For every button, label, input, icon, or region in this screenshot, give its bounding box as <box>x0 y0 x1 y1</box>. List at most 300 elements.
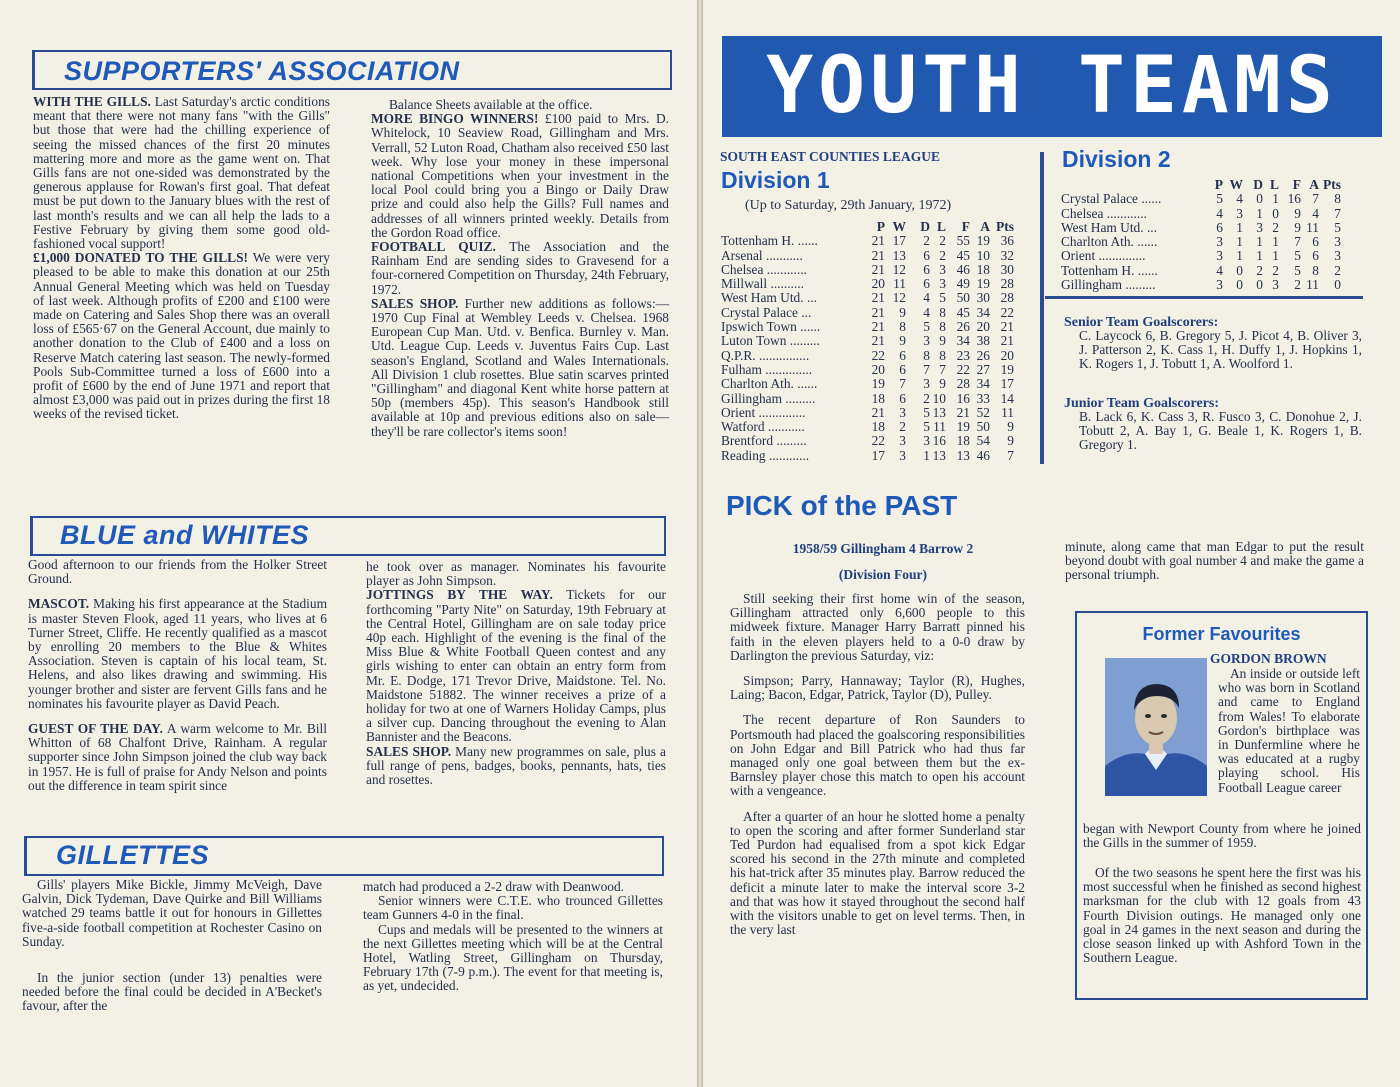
para-text: Gills' players Mike Bickle, Jimmy McVeigh, Dave Galvin, Dick Tydeman, Dave Quirke and Bill Williams watched 29 teams battle it out for honours in Gillettes five-a-side football competition at Rochester Casino on Sunday. <box>22 877 322 949</box>
table-cell: 4 <box>1236 191 1243 207</box>
gillettes-para-1 <box>22 878 322 949</box>
table-row <box>721 291 1014 305</box>
table-cell: 5 <box>1294 262 1301 278</box>
table-cell: 9 <box>939 333 946 349</box>
sales-shop-para <box>371 297 669 439</box>
blue-whites-heading: BLUE and WHITES <box>60 520 309 550</box>
table-cell: 1 <box>923 447 930 463</box>
table-cell: 2 <box>1272 262 1279 278</box>
para-text: We were very pleased to be able to make this donation at our 25th Annual General Meeting which was held on Tuesday of last week. Although profits of £200 and £100 were made on Catering and Sales Shop there was an overall loss of £565·67 on the General Account, due mainly to another donation to the Club of £400 and a loss on Reserve Match catering last season. The newly-formed Pools Sub-Committee turned a loss of £600 into a profit of £600 by the end of June 1971 and report that almost £3,000 was paid out in prizes during the first 18 weeks of the revised ticket. <box>33 250 330 422</box>
table-cell: 16 <box>1287 191 1301 207</box>
table-row <box>721 406 1014 420</box>
para-lead: JOTTINGS BY THE WAY. <box>366 587 553 603</box>
quiz-para <box>371 240 669 297</box>
youth-teams-banner <box>722 36 1382 137</box>
table-cell: 2 <box>1294 277 1301 293</box>
youth-teams-title: YOUTH TEAMS <box>766 41 1338 131</box>
table-cell: 8 <box>939 347 946 363</box>
table-cell: 13 <box>932 404 946 420</box>
team-name: West Ham Utd. ... <box>721 290 817 306</box>
col-header: P <box>876 219 885 234</box>
sales-shop-2-para <box>366 745 666 788</box>
table-cell: 8 <box>899 319 906 335</box>
table-cell: 2 <box>1272 219 1279 235</box>
para-text: Further new additions as follows:—1970 Cup Final at Wembley Leeds v. Chelsea. 1968 European Cup Man. Utd. v. Benfica. Burnley v. Man. Utd. League Cup. Leeds v. Juventus Fairs Cup. Last season's England, Scotland and Wales Internationals. All Division 1 club rosettes. Blue satin scarves printed "Gillingham" and diagonal Kent white horse pattern at 50p (members 45p). This season's Handbook still available at 10p and previous editions also on sale—they'll be rare collector's items soon! <box>371 295 669 439</box>
table-cell: 11 <box>1001 404 1014 420</box>
table-cell: 2 <box>1256 262 1263 278</box>
table-cell: 33 <box>976 390 990 406</box>
table-cell: 9 <box>1294 219 1301 235</box>
table-cell: 36 <box>1000 233 1014 249</box>
division-1-table <box>721 220 1014 463</box>
table-cell: 21 <box>871 404 885 420</box>
table-cell: 3 <box>923 433 930 449</box>
para-lead: WITH THE GILLS. <box>33 94 151 109</box>
team-name: Q.P.R. ............... <box>721 347 810 363</box>
player-photo <box>1105 658 1207 796</box>
table-cell: 1 <box>1272 234 1279 250</box>
table-cell: 1 <box>1272 248 1279 264</box>
division-1-rows <box>721 234 1014 463</box>
table-row <box>721 449 1014 463</box>
manager-para <box>366 560 666 588</box>
gillettes-para-5 <box>363 923 663 994</box>
table-cell: 13 <box>932 447 946 463</box>
table-header-row <box>1061 178 1341 192</box>
table-header-row <box>721 220 1014 234</box>
table-cell: 18 <box>871 390 885 406</box>
junior-scorers-heading: Junior Team Goalscorers: <box>1064 396 1220 411</box>
table-cell: 54 <box>976 433 990 449</box>
table-cell: 3 <box>939 276 946 292</box>
team-name: Tottenham H. ...... <box>1061 262 1158 278</box>
senior-scorers-heading: Senior Team Goalscorers: <box>1064 315 1219 330</box>
pick-col2: minute, along came that man Edgar to put the result beyond doubt with goal number 4 and make the game a personal triumph. <box>1065 539 1364 583</box>
table-cell: 19 <box>956 419 970 435</box>
table-cell: 14 <box>1000 390 1014 406</box>
table-cell: 12 <box>892 261 906 277</box>
team-name: Tottenham H. ...... <box>721 233 818 249</box>
para-lead: GUEST OF THE DAY. <box>28 721 163 737</box>
former-favourites-heading: Former Favourites <box>1142 624 1301 644</box>
team-name: Charlton Ath. ...... <box>1061 234 1158 250</box>
table-row <box>721 320 1014 334</box>
team-name: Ipswich Town ...... <box>721 319 821 335</box>
table-cell: 7 <box>899 376 906 392</box>
table-cell: 6 <box>899 390 906 406</box>
table-cell: 1 <box>1236 248 1243 264</box>
team-name: Reading ............ <box>721 447 810 463</box>
table-cell: 50 <box>956 290 970 306</box>
table-cell: 18 <box>976 261 990 277</box>
team-name: Brentford ......... <box>721 433 807 449</box>
team-header <box>1061 178 1211 192</box>
division-1-heading: Division 1 <box>721 167 830 193</box>
table-cell: 7 <box>923 361 930 377</box>
table-cell: 28 <box>956 376 970 392</box>
table-cell: 5 <box>923 419 930 435</box>
table-row <box>721 349 1014 363</box>
para-text: £100 paid to Mrs. D. Whitelock, 10 Seaview Road, Gillingham and Mrs. Verrall, 52 Luton Road, Chatham also received £50 last week. Why lose your money in these impersonal national Competitions when your investment in the local Pool could bring you a Bingo or Daily Draw prize and could also help the Gills? Full names and addresses of all winners printed weekly. Details from the Gordon Road office. <box>371 111 669 240</box>
table-cell: 2 <box>1334 262 1341 278</box>
para-lead: £1,000 DONATED TO THE GILLS! <box>33 250 248 266</box>
col-header: Pts <box>1323 177 1341 192</box>
para-lead: MORE BINGO WINNERS! <box>371 111 539 127</box>
para-text: Senior winners were C.T.E. who trounced Gillettes team Gunners 4-0 in the final. <box>363 893 663 923</box>
table-cell: 34 <box>976 304 990 320</box>
team-name: Crystal Palace ...... <box>1061 191 1162 207</box>
table-row <box>1061 221 1341 235</box>
gillettes-para-2 <box>22 971 322 1014</box>
table-cell: 1 <box>1272 191 1279 207</box>
col-header: F <box>1292 177 1301 192</box>
table-cell: 12 <box>892 290 906 306</box>
player-bio-beside-photo: An inside or outside left who was born in Scotland and came to England from Wales! To elaborate Gordon's birthplace was in Dunfermline where he was educated at a rugby playing school. His Football League career <box>1218 666 1360 795</box>
table-cell: 7 <box>1312 191 1319 207</box>
table-cell: 2 <box>939 247 946 263</box>
junior-scorers-list: B. Lack 6, K. Cass 3, R. Fusco 3, C. Donohue 2, J. Tobutt 2, A. Bay 1, G. Beale 1, K. Rogers 1, B. Gregory 1. <box>1079 409 1362 453</box>
table-cell: 6 <box>899 347 906 363</box>
supporters-heading: SUPPORTERS' ASSOCIATION <box>64 56 460 86</box>
team-name: Orient .............. <box>1061 248 1146 264</box>
table-cell: 3 <box>1216 248 1223 264</box>
table-cell: 18 <box>956 433 970 449</box>
division-2-rule <box>1045 296 1363 299</box>
table-cell: 8 <box>939 319 946 335</box>
team-header <box>721 220 871 234</box>
table-cell: 21 <box>1000 333 1014 349</box>
table-cell: 6 <box>1216 219 1223 235</box>
gillettes-para-4 <box>363 894 663 922</box>
table-cell: 3 <box>1334 248 1341 264</box>
table-cell: 2 <box>923 390 930 406</box>
table-cell: 30 <box>976 290 990 306</box>
table-cell: 3 <box>923 333 930 349</box>
table-cell: 6 <box>923 276 930 292</box>
table-row <box>1061 192 1341 206</box>
league-name: SOUTH EAST COUNTIES LEAGUE <box>720 149 940 164</box>
table-cell: 22 <box>956 361 970 377</box>
team-name: Arsenal ........... <box>721 247 803 263</box>
table-cell: 21 <box>956 404 970 420</box>
jottings-para <box>366 588 666 744</box>
table-cell: 45 <box>956 304 970 320</box>
table-cell: 10 <box>932 390 946 406</box>
table-cell: 4 <box>923 290 930 306</box>
pick-of-past-heading: PICK of the PAST <box>726 490 958 521</box>
table-cell: 13 <box>956 447 970 463</box>
table-row <box>1061 207 1341 221</box>
table-row <box>721 363 1014 377</box>
division-2-table <box>1061 178 1341 292</box>
table-cell: 3 <box>899 447 906 463</box>
team-name: West Ham Utd. ... <box>1061 219 1157 235</box>
left-page <box>0 0 697 1087</box>
table-cell: 7 <box>1007 447 1014 463</box>
table-cell: 11 <box>1306 277 1319 293</box>
table-cell: 0 <box>1256 191 1263 207</box>
para-text: match had produced a 2-2 draw with Deanwood. <box>363 879 625 894</box>
table-cell: 3 <box>1256 219 1263 235</box>
blue-whites-col1 <box>28 558 327 793</box>
table-cell: 22 <box>871 433 885 449</box>
table-cell: 1 <box>1256 234 1263 250</box>
supporters-col1 <box>33 95 330 422</box>
player-bio-para-2: Of the two seasons he spent here the first was his most successful when he finished as second highest marksman for the club with 12 goals from 43 Fourth Division outings. He managed only one goal in 24 games in the next season and during the close season linked up with Ashford Town in the Southern League. <box>1083 865 1361 966</box>
table-cell: 28 <box>1000 290 1014 306</box>
table-cell: 3 <box>1216 277 1223 293</box>
table-cell: 3 <box>1216 234 1223 250</box>
table-cell: 9 <box>1007 433 1014 449</box>
table-row <box>721 420 1014 434</box>
table-cell: 9 <box>899 304 906 320</box>
balance-para <box>371 98 669 112</box>
table-cell: 20 <box>1000 347 1014 363</box>
table-cell: 7 <box>1294 234 1301 250</box>
table-cell: 2 <box>923 233 930 249</box>
table-cell: 5 <box>1294 248 1301 264</box>
table-row <box>721 234 1014 248</box>
table-cell: 22 <box>871 347 885 363</box>
team-name: Gillingham ......... <box>721 390 816 406</box>
table-cell: 4 <box>1312 205 1319 221</box>
table-cell: 23 <box>956 347 970 363</box>
table-cell: 21 <box>871 233 885 249</box>
para-text: A warm welcome to Mr. Bill Whitton of 68 Chalfont Drive, Rainham. A regular supporter since John Simpson joined the club way back in 1957. He is full of praise for Andy Nelson and points out the difference in team spirit since <box>28 721 327 793</box>
division-1-date: (Up to Saturday, 29th January, 1972) <box>745 198 952 213</box>
table-row <box>721 334 1014 348</box>
table-cell: 17 <box>892 233 906 249</box>
col-header: P <box>1214 177 1223 192</box>
table-cell: 5 <box>923 319 930 335</box>
table-cell: 52 <box>976 404 990 420</box>
table-row <box>721 377 1014 391</box>
table-cell: 21 <box>871 261 885 277</box>
table-cell: 1 <box>1236 219 1243 235</box>
bingo-para <box>371 112 669 240</box>
table-cell: 1 <box>1256 248 1263 264</box>
table-row <box>1061 264 1341 278</box>
pick-division: (Division Four) <box>838 567 928 582</box>
table-cell: 30 <box>1000 261 1014 277</box>
mascot-para <box>28 597 327 711</box>
table-cell: 27 <box>976 361 990 377</box>
column-divider <box>1040 152 1044 464</box>
table-cell: 3 <box>1236 205 1243 221</box>
col-header: W <box>892 219 906 234</box>
table-cell: 21 <box>871 247 885 263</box>
table-cell: 16 <box>932 433 946 449</box>
table-cell: 26 <box>976 347 990 363</box>
table-cell: 21 <box>871 333 885 349</box>
para-lead: SALES SHOP. <box>366 743 452 759</box>
table-cell: 9 <box>899 333 906 349</box>
division-2-rows <box>1061 192 1341 292</box>
table-cell: 21 <box>1000 319 1014 335</box>
para-text: he took over as manager. Nominates his favourite player as John Simpson. <box>366 559 666 589</box>
table-cell: 0 <box>1334 277 1341 293</box>
table-row <box>721 249 1014 263</box>
table-cell: 50 <box>976 419 990 435</box>
table-cell: 34 <box>976 376 990 392</box>
table-cell: 3 <box>899 433 906 449</box>
team-name: Luton Town ......... <box>721 333 820 349</box>
table-row <box>1061 235 1341 249</box>
table-cell: 19 <box>976 233 990 249</box>
table-cell: 5 <box>939 290 946 306</box>
table-cell: 6 <box>899 361 906 377</box>
table-cell: 20 <box>976 319 990 335</box>
table-cell: 20 <box>871 361 885 377</box>
team-name: Crystal Palace ... <box>721 304 812 320</box>
col-header: Pts <box>996 219 1014 234</box>
table-cell: 13 <box>892 247 906 263</box>
division-2-heading: Division 2 <box>1062 146 1171 172</box>
gillettes-col1 <box>22 878 322 1014</box>
table-cell: 0 <box>1236 262 1243 278</box>
table-cell: 49 <box>956 276 970 292</box>
table-cell: 2 <box>899 419 906 435</box>
table-cell: 4 <box>1216 205 1223 221</box>
table-cell: 38 <box>976 333 990 349</box>
para-lead: FOOTBALL QUIZ. <box>371 239 496 255</box>
pick-para-4: After a quarter of an hour he slotted home a penalty to open the scoring and after former Sunderland star Ted Purdon had equalised from a spot kick Edgar scored his second in the 27th minute and completed his hat-trick after 35 minutes play. Barrow reduced the deficit a minute later to make the interval score 3-2 and that was how it stayed throughout the second half with the visitors unable to get on level terms. Then, in the very last <box>730 808 1025 938</box>
para-text: The Association and the Rainham End are sending sides to Gravesend for a four-cornered Competition on Thursday, 24th February, 1972. <box>371 239 669 297</box>
table-cell: 11 <box>933 419 946 435</box>
para-lead: MASCOT. <box>28 596 90 612</box>
table-cell: 34 <box>956 333 970 349</box>
para-text: Last Saturday's arctic conditions meant that there were not many fans "with the Gills" but those that were had the chilling experience of seeing the missed chances of the first 20 minutes mattering more and more as the game went on. That Gills fans are not one-sided was demonstrated by the generous applause for Rowan's first goal. That defeat must be put down to the January blues with the rest of last month's results and we can all help the lads to a Festive February by giving them some good old-fashioned vocal support! <box>33 94 330 252</box>
table-cell: 46 <box>956 261 970 277</box>
table-row <box>1061 278 1341 292</box>
table-cell: 5 <box>1334 219 1341 235</box>
table-cell: 3 <box>939 261 946 277</box>
table-cell: 18 <box>871 419 885 435</box>
table-cell: 6 <box>923 261 930 277</box>
table-cell: 28 <box>1000 276 1014 292</box>
table-cell: 1 <box>1236 234 1243 250</box>
table-cell: 1 <box>1256 205 1263 221</box>
table-cell: 8 <box>1312 262 1319 278</box>
team-name: Orient .............. <box>721 404 806 420</box>
table-cell: 6 <box>923 247 930 263</box>
para-text: Cups and medals will be presented to the winners at the next Gillettes meeting which will be at the Central Hotel, Watling Street, Gillingham on Thursday, February 17th (7-9 p.m.). The event for that meeting is, as yet, undecided. <box>363 921 663 994</box>
table-row <box>721 277 1014 291</box>
table-cell: 0 <box>1272 205 1279 221</box>
table-cell: 0 <box>1236 277 1243 293</box>
table-cell: 17 <box>1000 376 1014 392</box>
senior-scorers-list: C. Laycock 6, B. Gregory 5, J. Picot 4, B. Oliver 3, J. Patterson 2, K. Cass 1, H. Duffy 1, J. Hopkins 1, K. Rogers 1, J. Tobutt 1, A. Woolford 1. <box>1079 328 1362 372</box>
table-row <box>721 263 1014 277</box>
gillettes-para-3 <box>363 880 663 894</box>
para-text: Balance Sheets available at the office. <box>389 97 593 112</box>
team-name: Charlton Ath. ...... <box>721 376 818 392</box>
table-cell: 8 <box>939 304 946 320</box>
table-cell: 45 <box>956 247 970 263</box>
table-cell: 17 <box>871 447 885 463</box>
table-cell: 9 <box>939 376 946 392</box>
table-cell: 16 <box>956 390 970 406</box>
table-cell: 11 <box>893 276 906 292</box>
para-text: Making his first appearance at the Stadium is master Steven Flook, aged 11 years, who lives at 6 Turner Street, Cliffe. He recently qualified as a mascot by enrolling 20 members to the Blue & Whites Association. Steven is captain of his local team, St. Helens, and also likes drawing and swimming. His younger brother and sister are fervent Gills fans and he nominates his favourite player as David Peach. <box>28 596 327 711</box>
para-lead: SALES SHOP. <box>371 295 459 311</box>
table-row <box>721 306 1014 320</box>
table-row <box>721 392 1014 406</box>
table-cell: 7 <box>939 361 946 377</box>
table-cell: 21 <box>871 290 885 306</box>
table-cell: 10 <box>976 247 990 263</box>
table-cell: 55 <box>956 233 970 249</box>
table-cell: 21 <box>871 319 885 335</box>
col-header: A <box>1309 177 1319 192</box>
table-row <box>1061 249 1341 263</box>
team-name: Gillingham ......... <box>1061 277 1156 293</box>
table-cell: 21 <box>871 304 885 320</box>
table-cell: 6 <box>1312 248 1319 264</box>
team-name: Fulham .............. <box>721 361 813 377</box>
table-cell: 7 <box>1334 205 1341 221</box>
table-cell: 3 <box>1334 234 1341 250</box>
pick-match: 1958/59 Gillingham 4 Barrow 2 <box>792 541 974 556</box>
table-row <box>721 434 1014 448</box>
table-cell: 19 <box>976 276 990 292</box>
donation-para <box>33 251 330 421</box>
col-header: F <box>961 219 970 234</box>
table-cell: 11 <box>1306 219 1319 235</box>
player-bio-below-photo: began with Newport County from where he joined the Gills in the summer of 1959. <box>1083 821 1361 851</box>
pick-para-3: The recent departure of Ron Saunders to Portsmouth had placed the goalscoring responsibilities on John Edgar and Bill Patrick who had thus far managed only one goal between them but the ex-Barnsley player chose this match to open his account with a vengeance. <box>730 712 1025 799</box>
col-header: W <box>1229 177 1243 192</box>
table-cell: 2 <box>939 233 946 249</box>
col-header: L <box>1269 177 1279 192</box>
table-cell: 3 <box>899 404 906 420</box>
table-cell: 8 <box>923 347 930 363</box>
para-text: Many new programmes on sale, plus a full range of pens, badges, books, pennants, hats, ties and rosettes. <box>366 743 666 788</box>
supporters-col2 <box>371 98 669 439</box>
gillettes-heading: GILLETTES <box>56 840 209 870</box>
gillettes-col2 <box>363 880 663 994</box>
player-portrait-image <box>1105 658 1207 796</box>
col-header: L <box>936 219 946 234</box>
blue-whites-col2 <box>366 560 666 787</box>
para-text: Tickets for our forthcoming "Party Nite" on Saturday, 19th February at the Central Hotel, Gillingham are on sale today price 40p each. Highlight of the evening is the final of the Miss Blue & White Football Queen contest and any girls wishing to enter can obtain an entry form from Mr. E. Dodge, 171 Trevor Drive, Maidstone. Tel. No. Maidstone 51882. The winner receives a prize of a holiday for two at one of Warners Holiday Camps, plus a silver cup. Dancing throughout the evening to Alan Bannister and the Beacons. <box>366 587 666 745</box>
table-cell: 22 <box>1000 304 1014 320</box>
para-text: In the junior section (under 13) penalties were needed before the final could be decided in A'Becket's favour, after the <box>22 970 322 1014</box>
pick-para-1: Still seeking their first home win of the season, Gillingham attracted only 6,600 people to this midweek fixture. Manager Harry Barratt pinned his faith in the eleven players held to a 0-0 draw by Darlington the previous Saturday, viz: <box>730 591 1025 663</box>
guest-para <box>28 722 327 793</box>
table-cell: 9 <box>1007 419 1014 435</box>
col-header: D <box>920 219 930 234</box>
table-cell: 5 <box>1216 191 1223 207</box>
table-cell: 46 <box>976 447 990 463</box>
team-name: Watford ........... <box>721 419 805 435</box>
col-header: D <box>1253 177 1263 192</box>
team-name: Millwall .......... <box>721 276 804 292</box>
table-cell: 20 <box>871 276 885 292</box>
right-page <box>703 0 1400 1087</box>
table-cell: 5 <box>923 404 930 420</box>
table-cell: 0 <box>1256 277 1263 293</box>
player-name: GORDON BROWN <box>1210 651 1327 666</box>
table-cell: 3 <box>1272 277 1279 293</box>
team-name: Chelsea ............ <box>1061 205 1147 221</box>
table-cell: 4 <box>923 304 930 320</box>
table-cell: 4 <box>1216 262 1223 278</box>
team-name: Chelsea ............ <box>721 261 807 277</box>
table-cell: 26 <box>956 319 970 335</box>
welcome-para <box>28 558 327 586</box>
pick-para-2: Simpson; Parry, Hannaway; Taylor (R), Hughes, Laing; Bacon, Edgar, Patrick, Taylor (D), Pulley. <box>730 673 1025 703</box>
